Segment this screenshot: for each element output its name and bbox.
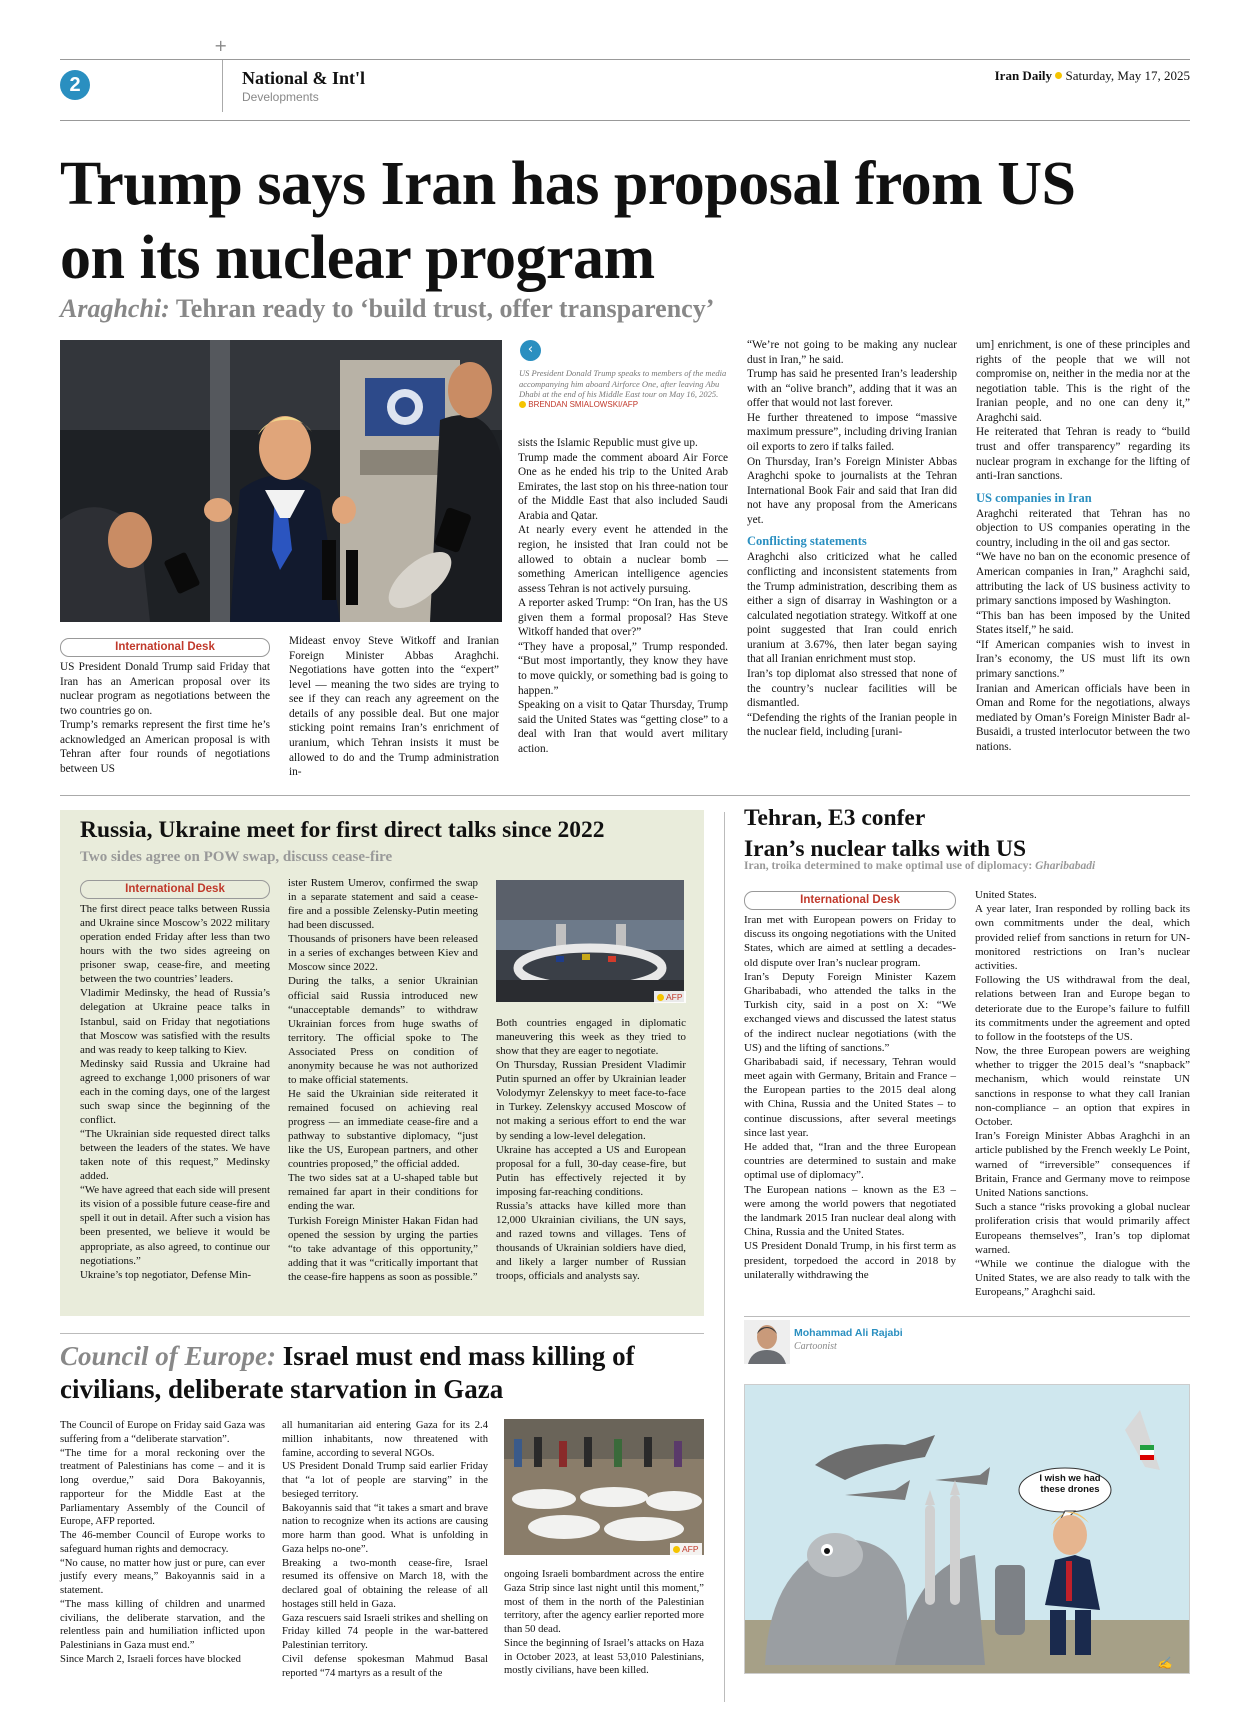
paragraph: US President Donald Trump said earlier Friday that “a lot of people are starving” in the besieged territory. [282, 1461, 488, 1500]
gaza-col-1 [60, 1419, 265, 1667]
russia-col-1 [80, 880, 270, 1282]
svg-text:✍: ✍ [1157, 1656, 1172, 1670]
paragraph: He added that, “Iran and the three European countries are determined to sustain and make optimal use of diplomacy”. [744, 1141, 956, 1182]
credit-text: AFP [666, 992, 683, 1002]
lead-headline [60, 148, 1200, 296]
paragraph: “They have a proposal,” Trump responded. “But most importantly, they know they have to move quickly, or something bad is going to happen.” [518, 640, 728, 697]
desk-tag: International Desk [744, 891, 956, 910]
paragraph: Bakoyannis said that “it takes a smart and brave nation to recognize when its actions are causing more harm than good. What is unfolding in Gaza helps no-one”. [282, 1502, 488, 1555]
paragraph: ongoing Israeli bombardment across the entire Gaza Strip since last night until this moment,” most of them in the north of the Palestinian territory, after the agency earlier reported more than 50 dead. [504, 1569, 704, 1636]
gaza-col-2 [282, 1419, 488, 1681]
paragraph: He said the Ukrainian side reiterated it remained focused on achieving real progress — an immediate cease-fire and a pathway to substantive diplomacy, “just like the US, European partners, and other countries proposed,” the official added. [288, 1087, 478, 1171]
subhead-us-companies: US companies in Iran [976, 490, 1092, 505]
e3-sub-plain: Iran, troika determined to make optimal use of diplomacy: [744, 860, 1036, 872]
gaza-photo-credit [670, 1543, 702, 1555]
photo-credit [519, 400, 729, 410]
paragraph: Araghchi reiterated that Tehran has no objection to US companies operating in the country, including in the oil and gas sector. [976, 507, 1190, 549]
paragraph: Iran’s top diplomat also stressed that none of the country’s nuclear facilities will be dismantled. [747, 667, 957, 710]
photo-back-button[interactable] [520, 340, 541, 361]
paragraph: all humanitarian aid entering Gaza for its 2.4 million inhabitants, now threatened with famine, according to several NGOs. [282, 1420, 488, 1459]
paragraph: ister Rustem Umerov, confirmed the swap in a separate statement and said a cease-fire and a possible Zelensky-Putin meeting had been discussed. [288, 877, 478, 932]
paragraph: Medinsky said Russia and Ukraine had agreed to exchange 1,000 prisoners of war each in the coming days, one of the largest such swap since the beginning of the conflict. [80, 1057, 270, 1126]
russia-bottom-rule [60, 1333, 704, 1334]
lead-sub-prefix: Araghchi: [60, 294, 170, 323]
russia-col-3 [496, 1016, 686, 1283]
paragraph: US President Donald Trump, in his first term as president, torpedoed the accord in 2018 by unilaterally withdrawing the [744, 1240, 956, 1281]
cartoon-bubble-text: I wish we had these drones [1039, 1473, 1101, 1495]
caption-text: US President Donald Trump speaks to members of the media accompanying him aboard Airforce One, after leaving Abu Dhabi at the end of his Middle East tour on May 16, 2025. [519, 368, 727, 400]
page-number: 2 [69, 74, 81, 96]
dot-icon [673, 1546, 680, 1553]
paragraph: “We have agreed that each side will present its vision of a possible future cease-fire and spell it out in detail. After such a vision has been presented, we believe it would be appropriate, as also agreed, to continue our negotiations.” [80, 1184, 270, 1267]
paragraph: Vladimir Medinsky, the head of Russia’s delegation at Ukraine peace talks in Istanbul, said on Friday that negotiations that Moscow was satisfied with the results and was ready to keep talking to Kiev. [80, 987, 270, 1056]
paragraph: Now, the three European powers are weighing whether to trigger the 2015 deal’s “snapback” mechanism, which would reinstate UN sanctions in response to what they call Iranian non-compliance – an option that expires in October. [975, 1045, 1190, 1128]
paragraph: United States. [975, 889, 1037, 901]
paragraph: Iran met with European powers on Friday to discuss its ongoing negotiations with the United States, which are aimed at settling a decades-old dispute over Iran’s nuclear program. [744, 914, 956, 969]
paragraph: um] enrichment, is one of these principles and rights of the people that we will not compromise on, neither in the media nor at the negotiation table. This is the right of the Iranian people, and no one can deny it,” Araghchi said. [976, 339, 1190, 424]
dot-icon [519, 401, 526, 408]
russia-subheadline: Two sides agree on POW swap, discuss cease-fire [80, 849, 393, 865]
paragraph: “The Ukrainian side requested direct talks between the leaders of the states. We have taken note of this request,” Medinsky added. [80, 1128, 270, 1183]
paragraph: Iranian and American officials have been in Oman and Rome for the negotiations, always mediated by Oman’s Foreign Minister Badr al-Busaidi, a trusted interlocutor between the two nations. [976, 682, 1190, 753]
paragraph: Russia’s attacks have killed more than 12,000 Ukrainian civilians, the UN says, and razed towns and villages. Tens of thousands of Ukrainian soldiers have died, and likely a larger number of Russian troops, officials and analysts say. [496, 1199, 686, 1283]
e3-subheadline [744, 860, 1095, 872]
paragraph: “While we continue the dialogue with the United States, we are also ready to talk with the Europeans,” Araghchi said. [975, 1257, 1190, 1299]
e3-headline-line2: Iran’s nuclear talks with US [744, 835, 1027, 862]
paragraph: Araghchi also criticized what he called conflicting and inconsistent statements from the Trump administration, describing them as either a sign of disarray in Washington or a calculated negotiation strategy. Witkoff at one point suggested that Iran could enrich uranium at 3.67%, then later began saying that all Iranian enrichment must stop. [747, 551, 957, 666]
paragraph: The Council of Europe on Friday said Gaza was suffering from a “deliberate starvation”. [60, 1420, 265, 1445]
cartoonist-role: Cartoonist [794, 1341, 837, 1352]
paragraph: During the talks, a senior Ukrainian official said Russia introduced new “unacceptable demands” to withdraw Ukrainian forces from huge swaths of territory. The official spoke to The Associated Press on condition of anonymity because he was not authorized to make official statements. [288, 975, 478, 1086]
lead-photo [60, 340, 502, 622]
lead-col-4 [747, 338, 957, 740]
credit-text: AFP [682, 1544, 699, 1554]
paragraph: Since March 2, Israeli forces have blocked [60, 1654, 241, 1666]
page-number-badge [60, 70, 90, 100]
header-divider [222, 60, 223, 112]
paragraph: On Thursday, Russian President Vladimir Putin spurned an offer by Ukrainian leader Volodymyr Zelenskyy to meet face-to-face in Turkey. Zelenskyy accused Moscow of not making a serious effort to end the war by sending a low-level delegation. [496, 1059, 686, 1142]
paragraph: Since the beginning of Israel’s attacks on Haza in October 2023, at least 53,010 Palestinians, mostly civilians, have been killed. [504, 1637, 704, 1677]
lead-col-3 [518, 436, 728, 756]
russia-col-2 [288, 876, 478, 1284]
paragraph: The first direct peace talks between Russia and Ukraine since Moscow’s 2022 military operation ended Friday after less than two hours with the two sides agreeing on prisoner swap, cease-fire, and meeting between the two countries’ leaders. [80, 903, 270, 986]
desk-tag: International Desk [80, 880, 270, 899]
e3-sub-italic: Gharibabadi [1035, 860, 1096, 872]
paragraph: Turkish Foreign Minister Hakan Fidan had opened the session by urging the parties “to take advantage of this opportunity,” adding that it was “critically important that the cease-fire happens as soon as possible.” [288, 1214, 478, 1283]
paragraph: Speaking on a visit to Qatar Thursday, Trump said the United States was “getting close” to a deal with Iran that would avert military action. [518, 699, 728, 755]
paragraph: Breaking a two-month cease-fire, Israel resumed its offensive on March 18, with the declared goal of obtaining the release of all hostages still held in Gaza. [282, 1557, 488, 1610]
cartoon-image [744, 1384, 1190, 1674]
russia-headline: Russia, Ukraine meet for first direct talks since 2022 [80, 817, 605, 843]
avatar [744, 1320, 790, 1364]
lead-bottom-rule [60, 795, 1190, 796]
gaza-photo [504, 1419, 704, 1555]
paragraph: Following the US withdrawal from the deal, relations between Iran and Europe began to deteriorate due to the Europe’s failure to fulfill its commitments under the agreement and opted to follow in the footsteps of the US. [975, 974, 1190, 1043]
lead-col-2 [289, 634, 499, 780]
gaza-headline-prefix: Council of Europe: [60, 1341, 277, 1371]
subsection-title: Developments [242, 90, 319, 104]
paragraph: A year later, Iran responded by rolling back its own commitments under the deal, which provided relief from sanctions in return for UN-monitored restrictions on Iran’s nuclear activities. [975, 903, 1190, 972]
paragraph: Gharibabadi said, if necessary, Tehran would meet again with Germany, Britain and France – the European parties to the 2015 deal along with China, Russia and the United States – to continue discussions, after several meetings since last year. [744, 1055, 956, 1139]
paragraph: “The time for a moral reckoning over the treatment of Palestinians has come – and it is long overdue,” said Dora Bakoyannis, rapporteur for the Middle East at the Parliamentary Assembly of the Council of Europe, AFP reported. [60, 1447, 265, 1528]
desk-tag: International Desk [60, 638, 270, 657]
paragraph: Gaza rescuers said Israeli strikes and shelling on Friday killed 74 people in the war-battered Palestinian territory. [282, 1612, 488, 1652]
paragraph: Trump has said he presented Iran’s leadership with an “olive branch”, adding that it was an offer that would not last forever. [747, 368, 957, 410]
masthead-date [995, 68, 1190, 84]
paragraph: Mideast envoy Steve Witkoff and Iranian Foreign Minister Abbas Araghchi. Negotiations have gotten into the “expert” level — meaning the two sides are trying to see if they can reach any agreement on the details of any possible deal. But one major sticking point remains Iran’s enrichment of uranium, which Tehran insists it must be allowed to do and the Trump administration in- [289, 635, 499, 779]
paragraph: “We’re not going to be making any nuclear dust in Iran,” he said. [747, 339, 957, 366]
cartoonist-name: Mohammad Ali Rajabi [794, 1327, 903, 1339]
paragraph: He reiterated that Tehran is ready to “build trust and offer transparency” regarding its nuclear program in exchange for the lifting of anti-Iran sanctions. [976, 426, 1190, 483]
paragraph: Iran’s Foreign Minister Abbas Araghchi in an article published by the French weekly Le Point, warned of “irreversible” consequences if Britain, France and Germany move to reimpose United Nations sanctions. [975, 1130, 1190, 1199]
paragraph: Thousands of prisoners have been released in a series of exchanges between Kiev and Moscow since 2022. [288, 933, 478, 974]
lead-col-5 [976, 338, 1190, 754]
paragraph: He further threatened to impose “massive maximum pressure”, including driving Iranian oil exports to zero if talks failed. [747, 411, 957, 453]
gaza-col-3 [504, 1568, 704, 1678]
header-top-rule [60, 59, 1190, 60]
paragraph: Civil defense spokesman Mahmud Basal reported “74 martyrs as a result of the [282, 1654, 488, 1679]
paragraph: “If American companies wish to invest in Iran’s economy, the US must lift its own primary sanctions.” [976, 638, 1190, 680]
e3-col-1 [744, 891, 956, 1282]
crop-mark: + [214, 36, 228, 55]
issue-date: Saturday, May 17, 2025 [1065, 68, 1190, 83]
e3-col-2 [975, 888, 1190, 1299]
subhead-conflicting: Conflicting statements [747, 534, 867, 549]
paragraph: The two sides sat at a U-shaped table but remained far apart in their conditions for ending the war. [288, 1172, 478, 1213]
paragraph: “The mass killing of children and unarmed civilians, the deliberate starvation, and the relentless pain and humiliation inflicted upon Palestinians in Gaza must end.” [60, 1598, 265, 1652]
lead-headline-line1: Trump says Iran has proposal from US [60, 150, 1076, 218]
paragraph: Both countries engaged in diplomatic maneuvering this week as they tried to show that they are eager to negotiate. [496, 1017, 686, 1058]
paper-name: Iran Daily [994, 68, 1053, 83]
dot-icon [657, 994, 664, 1001]
column-divider [724, 812, 725, 1702]
lead-headline-line2: on its nuclear program [60, 223, 655, 292]
paragraph: Ukraine has accepted a US and European proposal for a full, 30-day cease-fire, but Putin has effectively rejected it by imposing far-reaching conditions. [496, 1143, 686, 1198]
e3-headline [744, 803, 1026, 864]
section-title: National & Int'l [242, 68, 366, 88]
paragraph: “We have no ban on the economic presence of American companies in Iran,” Araghchi said, attributing the lack of US business activity to primary sanctions imposed by Washington. [976, 551, 1190, 608]
paragraph: A reporter asked Trump: “On Iran, has the US given them a formal proposal? Has Steve Witkoff handed that over?” [518, 597, 728, 639]
paragraph: sists the Islamic Republic must give up. [518, 437, 698, 449]
paragraph: “Defending the rights of the Iranian people in the nuclear field, including [urani- [747, 711, 957, 739]
paragraph: US President Donald Trump said Friday that Iran has an American proposal over its nuclear program as negotiations between the two countries go on. [60, 661, 270, 717]
gaza-headline-rest: Israel must end mass killing of civilians, deliberate starvation in Gaza [60, 1341, 635, 1405]
paragraph: Such a stance “risks provoking a global nuclear proliferation crisis that would primarily affect Europeans themselves”, Iran’s top diplomat warned. [975, 1201, 1190, 1256]
e3-headline-line1: Tehran, E3 confer [744, 805, 926, 831]
paragraph: The European nations – known as the E3 – were among the world powers that negotiated the landmark 2015 Iran nuclear deal along with China, Russia and the United States. [744, 1183, 956, 1239]
paragraph: Ukraine’s top negotiator, Defense Min- [80, 1268, 252, 1281]
header-bottom-rule [60, 120, 1190, 121]
paragraph: Trump made the comment aboard Air Force One as he ended his trip to the United Arab Emirates, the last stop on his three-nation tour of the Middle East that also included Saudi Arabia and Qatar. [518, 451, 728, 522]
lead-sub-rest: Tehran ready to ‘build trust, offer transparency’ [169, 294, 715, 323]
paragraph: At nearly every event he attended in the region, he insisted that Iran could not be allowed to obtain a nuclear bomb — something American intelligence agencies assess Tehran is not actively pursuing. [518, 524, 728, 595]
dot-icon [1055, 72, 1062, 79]
credit-text: BRENDAN SMIALOWSKI/AFP [528, 399, 639, 409]
russia-photo-credit [654, 991, 686, 1003]
paragraph: “This ban has been imposed by the United States itself,” he said. [976, 609, 1190, 637]
paragraph: On Thursday, Iran’s Foreign Minister Abbas Araghchi spoke to journalists at the Tehran International Book Fair and said that Iran did not have any proposal from the Americans yet. [747, 455, 957, 526]
lead-photo-caption [519, 368, 729, 410]
lead-subheadline [60, 294, 714, 324]
gaza-headline [60, 1340, 710, 1406]
cartoonist-rule [744, 1316, 1190, 1317]
paragraph: Iran’s Deputy Foreign Minister Kazem Gharibabadi, who attended the talks in the Turkish city, said in a post on X: “We exchanged views and discussed the latest status of the indirect nuclear negotiations (with the US) and the lifting of sanctions.” [744, 970, 956, 1054]
chevron-left-icon: ‹ [527, 342, 534, 357]
paragraph: “No cause, no matter how just or pure, can ever justify every means,” Bakoyannis said in a statement. [60, 1557, 265, 1597]
lead-col-1 [60, 638, 270, 777]
paragraph: Trump’s remarks represent the first time he’s acknowledged an American proposal is with Tehran after four rounds of negotiations between US [60, 719, 270, 775]
russia-photo [496, 880, 684, 1002]
paragraph: The 46-member Council of Europe works to safeguard human rights and democracy. [60, 1530, 265, 1555]
